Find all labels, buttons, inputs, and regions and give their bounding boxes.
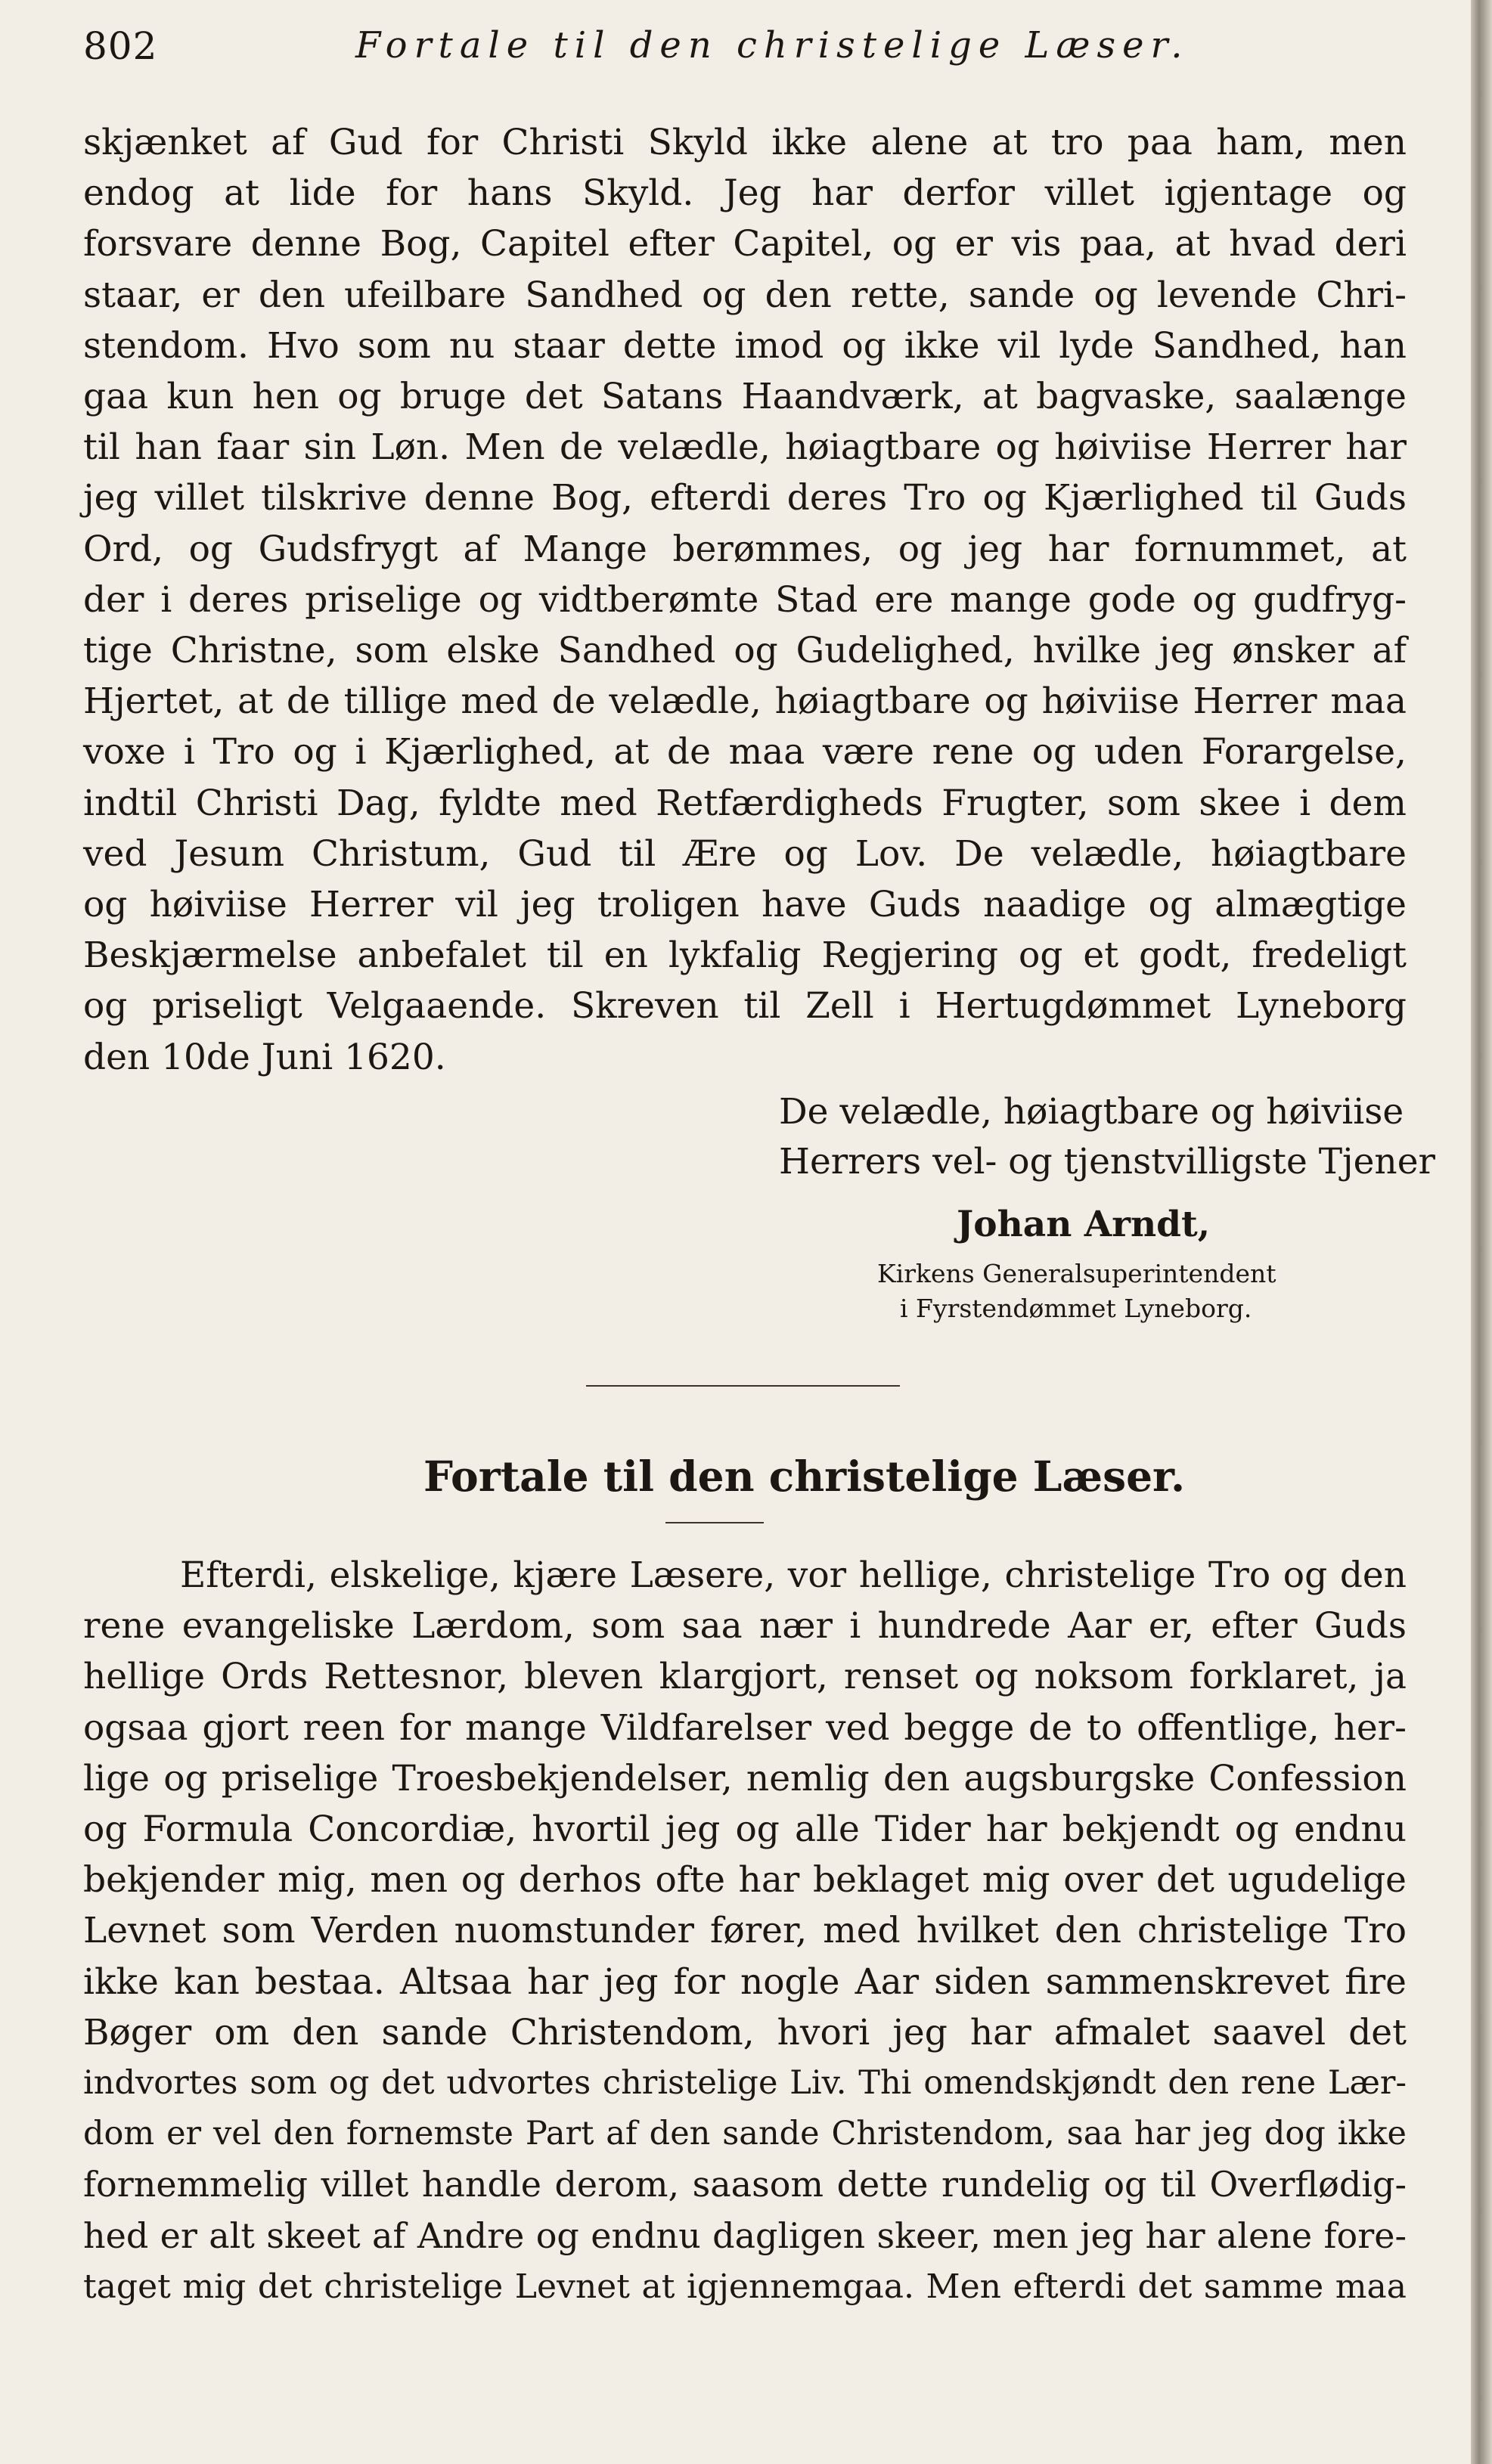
text-line: ved Jesum Christum, Gud til Ære og Lov. De velædle, høiagtbare bbox=[83, 832, 1407, 875]
section-heading: Fortale til den christelige Læser. bbox=[423, 1452, 1186, 1501]
text-line: voxe i Tro og i Kjærlighed, at de maa være rene og uden Forargelse, bbox=[83, 731, 1407, 773]
letter-closing bbox=[779, 1087, 1435, 1187]
page-number: 802 bbox=[83, 24, 158, 68]
signature: Johan Arndt, bbox=[957, 1204, 1211, 1245]
text-line: jeg villet tilskrive denne Bog, efterdi deres Tro og Kjærlighed til Guds bbox=[83, 477, 1407, 519]
closing-line: Herrers vel- og tjenstvilligste Tjener bbox=[779, 1141, 1435, 1182]
text-line: Ord, og Gudsfrygt af Mange berømmes, og jeg har fornummet, at bbox=[83, 528, 1407, 570]
text-line: Efterdi, elskelige, kjære Læsere, vor hellige, christelige Tro og den bbox=[180, 1554, 1407, 1596]
page-header bbox=[83, 21, 1414, 74]
closing-line: De velædle, høiagtbare og høiviise bbox=[779, 1091, 1404, 1133]
text-line: ogsaa gjort reen for mange Vildfarelser ved begge de to offentlige, her- bbox=[83, 1706, 1407, 1749]
text-line: indvortes som og det udvortes christelige Liv. Thi omendskjøndt den rene Lær- bbox=[83, 2064, 1407, 2103]
signatory-title: Kirkens Generalsuperintendent bbox=[877, 1259, 1276, 1288]
binding-gutter bbox=[1471, 0, 1492, 2464]
preface-text bbox=[83, 1550, 1407, 2312]
section-divider bbox=[586, 1385, 900, 1387]
text-line: Hjertet, at de tillige med de velædle, høiagtbare og høiviise Herrer maa bbox=[83, 680, 1407, 723]
text-line: taget mig det christelige Levnet at igjennemgaa. Men efterdi det samme maa bbox=[83, 2267, 1407, 2306]
text-line: der i deres priselige og vidtberømte Stad ere mange gode og gudfryg- bbox=[83, 578, 1407, 621]
text-line: fornemmelig villet handle derom, saasom dette rundelig og til Overflødig- bbox=[83, 2164, 1407, 2205]
running-head: Fortale til den christelige Læser. bbox=[355, 24, 1190, 67]
text-line: Beskjærmelse anbefalet til en lykfalig Regjering og et godt, fredeligt bbox=[83, 934, 1407, 977]
heading-rule bbox=[665, 1522, 764, 1523]
text-line: gaa kun hen og bruge det Satans Haandværk, at bagvaske, saalænge bbox=[83, 376, 1407, 418]
text-line: ikke kan bestaa. Altsaa har jeg for nogle Aar siden sammenskrevet fire bbox=[83, 1960, 1407, 2003]
text-line: endog at lide for hans Skyld. Jeg har derfor villet igjentage og bbox=[83, 172, 1407, 215]
text-line: stendom. Hvo som nu staar dette imod og ikke vil lyde Sandhed, han bbox=[83, 324, 1407, 367]
text-line: hed er alt skeet af Andre og endnu dagligen skeer, men jeg har alene fore- bbox=[83, 2215, 1407, 2256]
text-line: skjænket af Gud for Christi Skyld ikke alene at tro paa ham, men bbox=[83, 122, 1407, 163]
text-line: tige Christne, som elske Sandhed og Gudelighed, hvilke jeg ønsker af bbox=[83, 630, 1407, 672]
text-line: dom er vel den fornemste Part af den sande Christendom, saa har jeg dog ikke bbox=[83, 2115, 1407, 2153]
text-line: forsvare denne Bog, Capitel efter Capitel, og er vis paa, at hvad deri bbox=[83, 223, 1407, 265]
text-line: indtil Christi Dag, fyldte med Retfærdigheds Frugter, som skee i dem bbox=[83, 782, 1407, 824]
text-line: staar, er den ufeilbare Sandhed og den rette, sande og levende Chri- bbox=[83, 274, 1407, 316]
text-line: Bøger om den sande Christendom, hvori jeg har afmalet saavel det bbox=[83, 2011, 1407, 2053]
text-line: den 10de Juni 1620. bbox=[83, 1036, 446, 1078]
text-line: rene evangeliske Lærdom, som saa nær i hundrede Aar er, efter Guds bbox=[83, 1605, 1407, 1647]
text-line: hellige Ords Rettesnor, bleven klargjort, renset og noksom forklaret, ja bbox=[83, 1656, 1407, 1698]
text-line: til han faar sin Løn. Men de velædle, høiagtbare og høiviise Herrer har bbox=[83, 426, 1407, 469]
signatory-title: i Fyrstendømmet Lyneborg. bbox=[900, 1294, 1252, 1323]
text-line: og høiviise Herrer vil jeg troligen have Guds naadige og almægtige bbox=[83, 884, 1407, 926]
text-line: og priseligt Velgaaende. Skreven til Zell i Hertugdømmet Lyneborg bbox=[83, 985, 1407, 1027]
text-line: Levnet som Verden nuomstunder fører, med hvilket den christelige Tro bbox=[83, 1910, 1407, 1952]
text-line: bekjender mig, men og derhos ofte har beklaget mig over det ugudelige bbox=[83, 1859, 1407, 1901]
text-line: og Formula Concordiæ, hvortil jeg og alle Tider har bekjendt og endnu bbox=[83, 1808, 1407, 1851]
text-line: lige og priselige Troesbekjendelser, nemlig den augsburgske Confession bbox=[83, 1757, 1407, 1799]
letter-text bbox=[83, 117, 1407, 1083]
